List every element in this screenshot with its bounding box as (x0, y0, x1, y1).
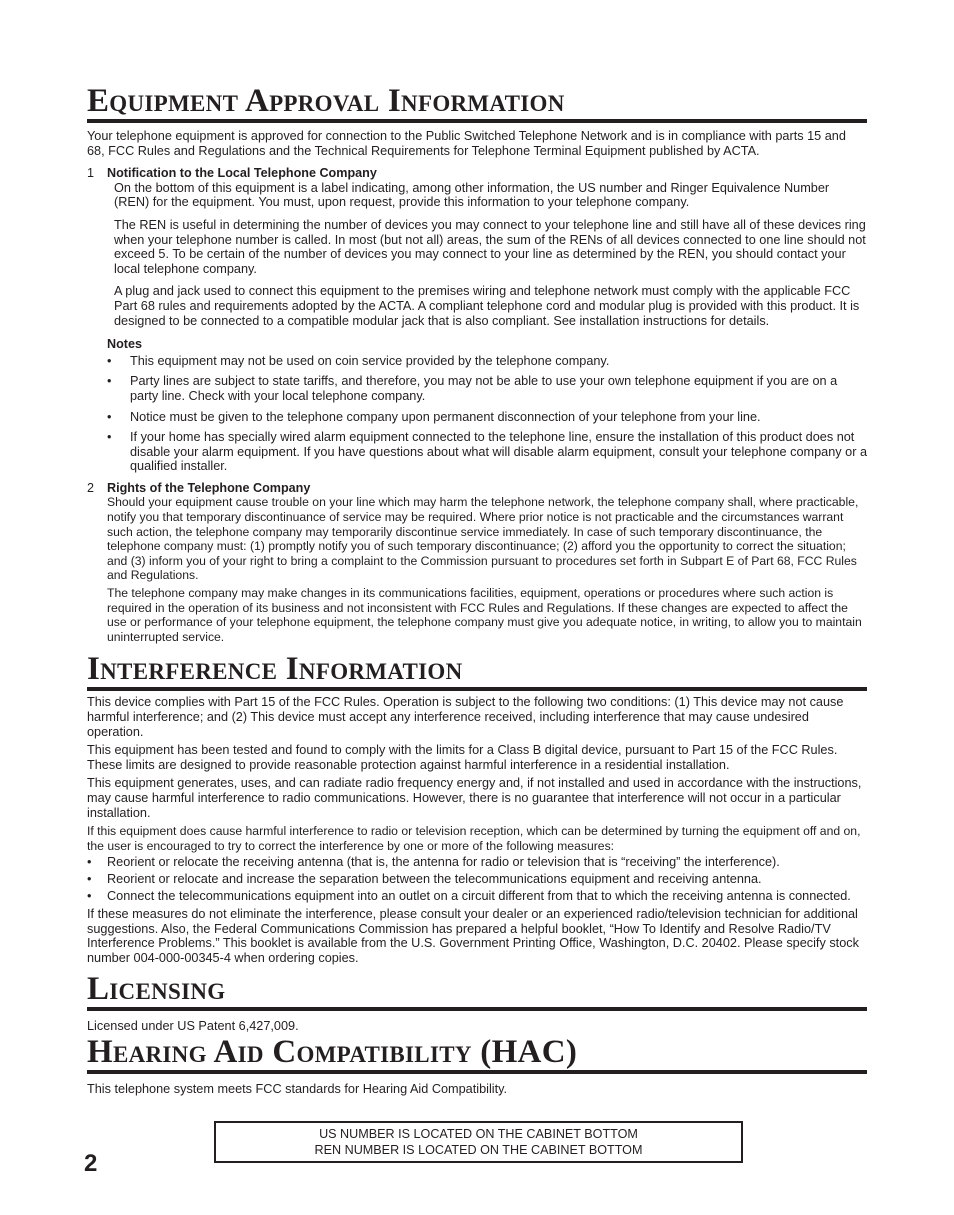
notes-list (107, 354, 867, 474)
item-1-paragraph: The REN is useful in determining the number of devices you may connect to your telephone line and still have all of these devices ring when your telephone number is called. In most (but not all) areas, the sum of the RENs of all devices connected to one line should not exceed 5. To be certain of the number of devices you may connect to your line as determined by the REN, you should contact your local telephone company. (114, 217, 866, 276)
interference-heading: Interference Information (87, 652, 867, 691)
item-1-header (87, 166, 867, 181)
measures-list (87, 855, 867, 903)
item-1-paragraph: On the bottom of this equipment is a label indicating, among other information, the US number and Ringer Equivalence Number (REN) for the equipment. You must, upon request, provide this information to your telephone company. (114, 180, 830, 210)
page-number: 2 (84, 1150, 98, 1177)
item-2-paragraph: Should your equipment cause trouble on your line which may harm the telephone network, the telephone company shall, where practicable, notify you that temporary discontinuance of service may be required. Where prior notice is not practicable and the circumstances warrant such action, the telephone company may temporarily discontinue service immediately. In case of such temporary discontinuance, the telephone company must: (1) promptly notify you of such temporary discontinuance; (2) afford you the opportunity to correct the situation; and (3) inform you of your right to bring a complaint to the Commission pursuant to procedures set forth in Subpart E of Part 68, FCC Rules and Regulations. (107, 495, 859, 583)
item-1-title: Notification to the Local Telephone Company (107, 166, 377, 181)
equipment-intro: Your telephone equipment is approved for connection to the Public Switched Telephone Network and is in compliance with parts 15 and 68, FCC Rules and Regulations and the Technical Requirements for Telephone Terminal Equipment published by ACTA. (87, 129, 846, 158)
item-1-paragraph: A plug and jack used to connect this equipment to the premises wiring and telephone network must comply with the applicable FCC Part 68 rules and requirements adopted by the ACTA. A compliant telephone cord and modular plug is provided with this product. It is designed to be connected to a compatible modular jack that is also compliant. See installation instructions for details. (114, 284, 860, 328)
notes-title: Notes (107, 337, 142, 352)
equipment-approval-heading: Equipment Approval Information (87, 84, 867, 123)
item-1-body (114, 181, 867, 328)
page-content (87, 84, 867, 1097)
item-2-paragraph: The telephone company may make changes in its communications facilities, equipment, operations or procedures where such action is required in the operation of its business and not inconsistent with FCC Rules and Regulations. If these changes are expected to affect the use or performance of your telephone equipment, the telephone company must give you adequate notice, in writing, to allow you to maintain uninterrupted service. (107, 586, 862, 644)
label-location-box (214, 1121, 743, 1163)
licensing-text: Licensed under US Patent 6,427,009. (87, 1018, 299, 1033)
notes-item: • This equipment may not be used on coin service provided by the telephone company. (107, 354, 867, 369)
hac-heading: Hearing Aid Compatibility (HAC) (87, 1035, 867, 1074)
interference-closing: If these measures do not eliminate the interference, please consult your dealer or an experienced radio/television technician for additional suggestions. Also, the Federal Communications Commission has prepared a helpful booklet, “How To Identify and Resolve Radio/TV Interference Problems.” This booklet is available from the U.S. Government Printing Office, Washington, D.C. 20402. Please specify stock number 004-000-00345-4 when ordering copies. (87, 907, 859, 965)
notes-item: • If your home has specially wired alarm equipment connected to the telephone line, ensure the installation of this product does not disable your alarm equipment. If you have questions about what will disable alarm equipment, consult your telephone company or a qualified installer. (107, 430, 867, 474)
item-1-number: 1 (87, 166, 95, 181)
interference-paragraph: This equipment generates, uses, and can radiate radio frequency energy and, if not installed and used in accordance with the instructions, may cause harmful interference to radio communications. However, there is no guarantee that interference will not occur in a particular installation. (87, 776, 862, 820)
interference-paragraph: This equipment has been tested and found to comply with the limits for a Class B digital device, pursuant to Part 15 of the FCC Rules. These limits are designed to provide reasonable protection against harmful interference in a residential installation. (87, 743, 838, 772)
item-2-body (107, 495, 867, 644)
licensing-heading: Licensing (87, 972, 867, 1011)
measures-item: • Connect the telecommunications equipment into an outlet on a circuit different from that to which the receiving antenna is connected. (87, 889, 867, 904)
item-2-header (87, 481, 867, 496)
us-number-location: US NUMBER IS LOCATED ON THE CABINET BOTTOM (319, 1127, 638, 1141)
measures-item: • Reorient or relocate the receiving antenna (that is, the antenna for radio or television that is “receiving” the interference). (87, 855, 867, 870)
item-2-number: 2 (87, 480, 95, 495)
ren-number-location: REN NUMBER IS LOCATED ON THE CABINET BOTTOM (314, 1143, 643, 1157)
interference-paragraph: If this equipment does cause harmful interference to radio or television reception, which can be determined by turning the equipment off and on, the user is encouraged to try to correct the interference by one or more of the following measures: (87, 824, 861, 853)
item-2-title: Rights of the Telephone Company (107, 480, 311, 495)
notes-item: • Party lines are subject to state tariffs, and therefore, you may not be able to use your own telephone equipment if you are on a party line. Check with your local telephone company. (107, 374, 867, 403)
notes-item: • Notice must be given to the telephone company upon permanent disconnection of your telephone from your line. (107, 410, 867, 425)
interference-paragraph: This device complies with Part 15 of the FCC Rules. Operation is subject to the following two conditions: (1) This device may not cause harmful interference; and (2) This device must accept any interference received, including interference that may cause undesired operation. (87, 695, 844, 739)
hac-text: This telephone system meets FCC standards for Hearing Aid Compatibility. (87, 1082, 508, 1097)
measures-item: • Reorient or relocate and increase the separation between the telecommunications equipment and receiving antenna. (87, 872, 867, 887)
